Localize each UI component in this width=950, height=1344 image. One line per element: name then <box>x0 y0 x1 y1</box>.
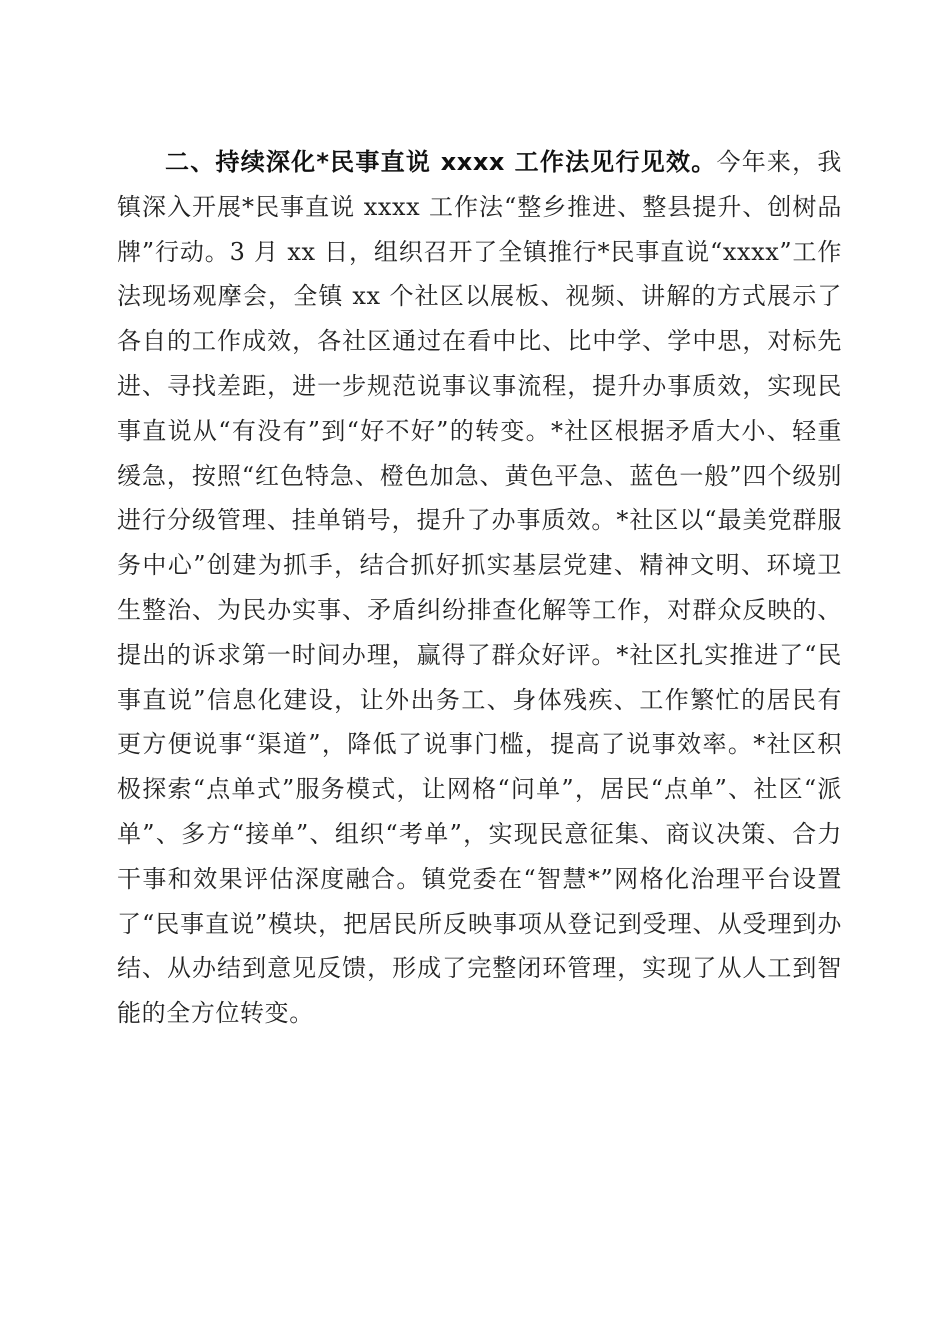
paragraph-text: 今年来，我镇深入开展*民事直说 xxxx 工作法“整乡推进、整县提升、创树品牌”行动。3 月 xx 日，组织召开了全镇推行*民事直说“xxxx”工作法现场观摩会，全镇 xx 个社区以展板、视频、讲解的方式展示了各自的工作成效，各社区通过在看中比、比中学、学中思，对标先进、寻找差距，进一步规范说事议事流程，提升办事质效，实现民事直说从“有没有”到“好不好”的转变。*社区根据矛盾大小、轻重缓急，按照“红色特急、橙色加急、黄色平急、蓝色一般”四个级别进行分级管理、挂单销号，提升了办事质效。*社区以“最美党群服务中心”创建为抓手，结合抓好抓实基层党建、精神文明、环境卫生整治、为民办实事、矛盾纠纷排查化解等工作，对群众反映的、提出的诉求第一时间办理，赢得了群众好评。*社区扎实推进了“民事直说”信息化建设，让外出务工、身体残疾、工作繁忙的居民有更方便说事“渠道”，降低了说事门槛，提高了说事效率。*社区积极探索“点单式”服务模式，让网格“问单”，居民“点单”、社区“派单”、多方“接单”、组织“考单”，实现民意征集、商议决策、合力干事和效果评估深度融合。镇党委在“智慧*”网格化治理平台设置了“民事直说”模块，把居民所反映事项从登记到受理、从受理到办结、从办结到意见反馈，形成了完整闭环管理，实现了从人工到智能的全方位转变。 <box>117 148 842 1028</box>
body-paragraph <box>117 140 842 1036</box>
section-heading: 二、持续深化*民事直说 xxxx 工作法见行见效。 <box>165 148 717 176</box>
